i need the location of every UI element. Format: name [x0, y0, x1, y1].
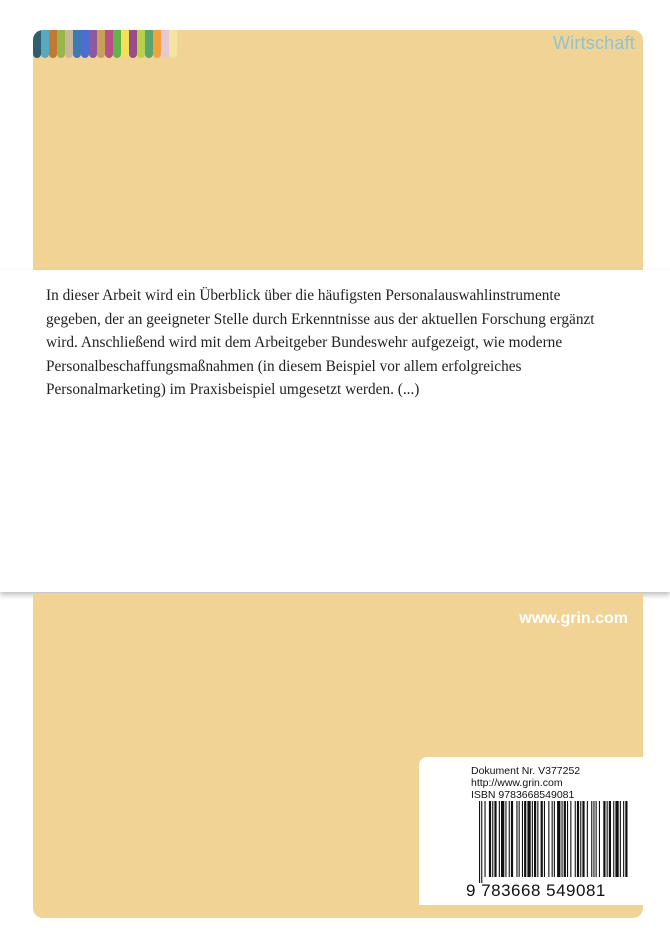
barcode-bar	[534, 801, 536, 877]
barcode-bar	[603, 801, 605, 877]
color-stripe	[33, 30, 41, 58]
barcode-bar	[522, 801, 523, 877]
barcode-bar	[557, 801, 560, 877]
color-stripe	[161, 30, 169, 58]
barcode-image	[479, 801, 629, 883]
abstract-line: wird. Anschließend wird mit dem Arbeitgeber Bundeswehr aufgezeigt, wie moderne	[46, 334, 563, 351]
barcode-bar	[577, 801, 579, 877]
barcode-bar	[554, 801, 555, 877]
barcode-bar	[613, 801, 614, 877]
color-stripe	[129, 30, 137, 58]
barcode-bar	[492, 801, 493, 877]
category-label: Wirtschaft	[552, 33, 635, 53]
color-stripe	[49, 30, 57, 58]
barcode-bar	[532, 801, 533, 877]
barcode-bar	[505, 801, 506, 877]
barcode-bar	[548, 801, 549, 877]
barcode-box	[419, 757, 643, 905]
barcode-bar	[599, 801, 600, 877]
abstract-line: gegeben, der an geeigneter Stelle durch Erkenntnisse aus der aktuellen Forschung ergänzt	[46, 310, 595, 328]
color-stripe	[97, 30, 105, 58]
publisher-url[interactable]: www.grin.com	[519, 610, 628, 627]
color-stripe	[169, 30, 177, 58]
abstract-line: In dieser Arbeit wird ein Überblick über die häufigsten Personalauswahlinstrumente	[46, 287, 561, 304]
color-stripe	[113, 30, 121, 58]
barcode-bar	[562, 801, 563, 877]
barcode-bar	[564, 801, 566, 877]
abstract-text	[46, 284, 636, 402]
barcode-bar	[580, 801, 581, 877]
barcode-bar	[501, 801, 504, 877]
barcode-bar	[509, 801, 510, 877]
barcode-bar	[615, 801, 618, 877]
cover-top	[33, 30, 643, 270]
barcode-bar	[567, 801, 568, 877]
barcode-bar	[481, 801, 482, 883]
color-stripe	[41, 30, 49, 58]
barcode-bar	[485, 801, 486, 877]
document-link[interactable]: http://www.grin.com	[471, 777, 563, 789]
barcode-bar	[524, 801, 526, 877]
barcode-bar	[620, 801, 621, 877]
barcode-bar	[511, 801, 513, 877]
isbn-text: ISBN 9783668549081	[471, 789, 575, 801]
barcode-bar	[489, 801, 491, 877]
abstract-line: Personalbeschaffungsmaßnahmen (in diesem Beispiel vor allem erfolgreiches	[46, 357, 522, 375]
document-number: Dokument Nr. V377252	[471, 765, 581, 777]
color-stripe	[73, 30, 81, 58]
barcode-bar	[479, 801, 480, 883]
barcode-bar	[593, 801, 594, 877]
color-stripe	[105, 30, 113, 58]
barcode-bar	[582, 801, 584, 877]
color-stripe	[153, 30, 161, 58]
barcode-bar	[541, 801, 543, 877]
color-stripe	[121, 30, 129, 58]
barcode-bar	[537, 801, 538, 877]
barcode-bar	[625, 801, 627, 877]
barcode-bar	[494, 801, 496, 877]
color-stripe	[137, 30, 145, 58]
barcode-bar	[499, 801, 500, 877]
barcode-bar	[519, 801, 520, 877]
barcode-bar	[544, 801, 545, 877]
barcode-bar	[596, 801, 597, 877]
barcode-bar	[609, 801, 611, 877]
color-stripe	[145, 30, 153, 58]
color-stripe	[65, 30, 73, 58]
barcode-bar	[552, 801, 553, 877]
color-stripe	[57, 30, 65, 58]
barcode-digits: 9 783668 549081	[466, 881, 606, 900]
barcode-bar	[575, 801, 576, 877]
barcode-bar	[607, 801, 608, 877]
barcode-bar	[527, 801, 530, 877]
barcode-bar	[516, 801, 517, 877]
abstract-line: Personalmarketing) im Praxisbeispiel umgesetzt werden. (...)	[46, 381, 420, 398]
barcode-bar	[591, 801, 592, 877]
color-stripe	[81, 30, 89, 58]
color-stripe	[89, 30, 97, 58]
barcode-bar	[570, 801, 571, 877]
color-stripes	[33, 30, 177, 58]
barcode-bar	[623, 801, 624, 877]
barcode-bar	[587, 801, 588, 877]
